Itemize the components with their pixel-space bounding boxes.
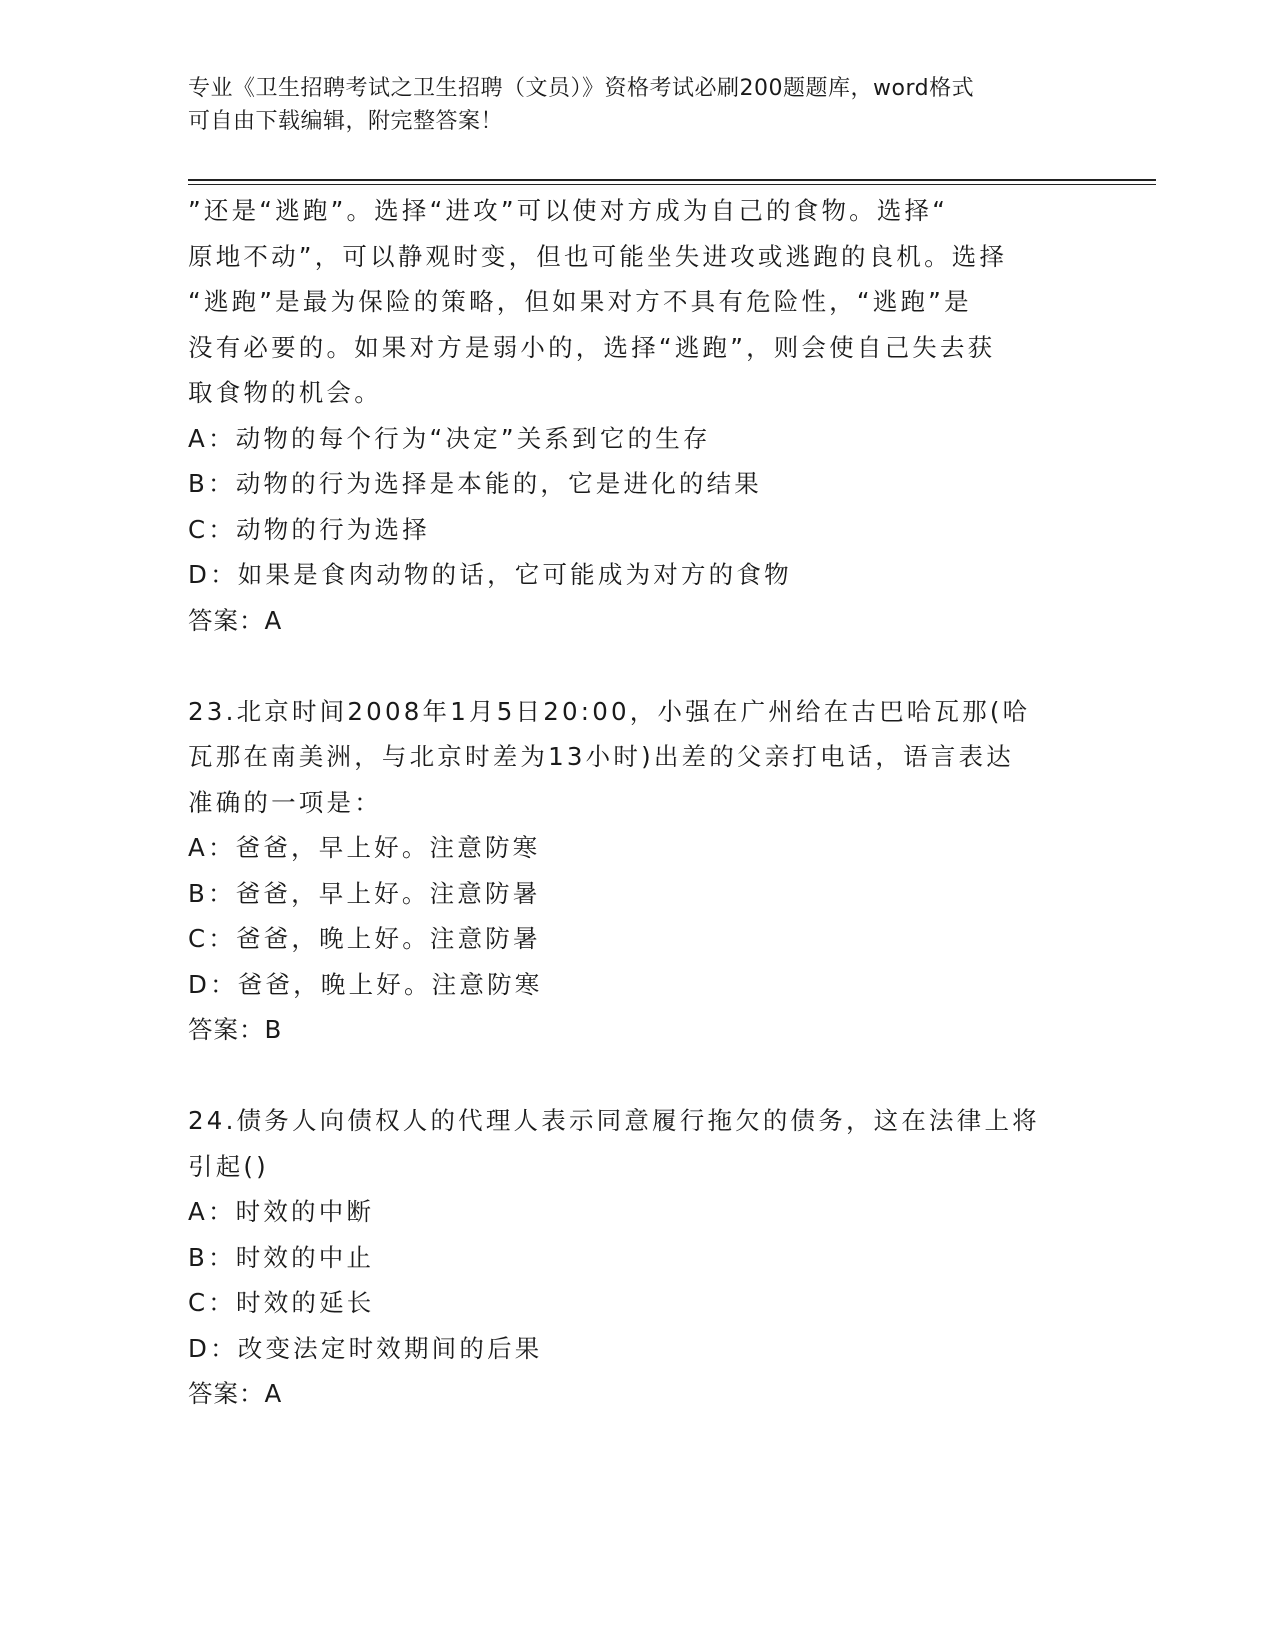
option-d: D：改变法定时效期间的后果: [188, 1333, 543, 1363]
question-text-line: 24.债务人向债权人的代理人表示同意履行拖欠的债务，这在法律上将: [188, 1106, 1040, 1135]
header-divider-thin: [188, 184, 1156, 185]
option-d: D：爸爸，晚上好。注意防寒: [188, 969, 543, 999]
question-text-line: 没有必要的。如果对方是弱小的，选择“逃跑”，则会使自己失去获: [188, 332, 996, 362]
question-text-line: 23.北京时间2008年1月5日20:00，小强在广州给在古巴哈瓦那(哈: [188, 696, 1031, 726]
question-text-line: “逃跑”是最为保险的策略，但如果对方不具有危险性，“逃跑”是: [188, 287, 972, 316]
option-a: A：爸爸，早上好。注意防寒: [188, 833, 541, 862]
option-c: C：动物的行为选择: [188, 514, 430, 544]
question-spacer: [188, 1053, 1068, 1099]
header-line-1: 专业《卫生招聘考试之卫生招聘（文员）》资格考试必刷200题题库，word格式: [188, 76, 975, 101]
question-22-continued: [188, 188, 1068, 643]
page-header: [188, 72, 1068, 138]
question-spacer: [188, 643, 1068, 689]
option-d: D：如果是食肉动物的话，它可能成为对方的食物: [188, 560, 792, 589]
header-divider-thick: [188, 179, 1156, 181]
question-text-line: 引起(): [188, 1151, 269, 1181]
option-a: A：时效的中断: [188, 1197, 375, 1226]
question-23: [188, 689, 1068, 1053]
option-b: B：爸爸，早上好。注意防暑: [188, 878, 541, 908]
question-text-line: 取食物的机会。: [188, 378, 382, 407]
option-b: B：时效的中止: [188, 1242, 375, 1272]
question-24: [188, 1098, 1068, 1417]
answer-line: 答案：A: [188, 1379, 283, 1408]
document-body: [188, 188, 1068, 1417]
option-a: A：动物的每个行为“决定”关系到它的生存: [188, 423, 711, 453]
question-text-line: 准确的一项是：: [188, 787, 382, 817]
option-b: B：动物的行为选择是本能的，它是进化的结果: [188, 469, 763, 498]
question-text-line: 原地不动”，可以静观时变，但也可能坐失进攻或逃跑的良机。选择: [188, 241, 1008, 271]
option-c: C：爸爸，晚上好。注意防暑: [188, 924, 541, 953]
option-c: C：时效的延长: [188, 1288, 375, 1317]
question-text-line: 瓦那在南美洲，与北京时差为13小时)出差的父亲打电话，语言表达: [188, 742, 1014, 771]
header-line-2: 可自由下载编辑，附完整答案！: [188, 109, 504, 134]
answer-line: 答案：A: [188, 605, 283, 635]
question-text-line: ”还是“逃跑”。选择“进攻”可以使对方成为自己的食物。选择“: [188, 196, 949, 225]
answer-line: 答案：B: [188, 1015, 283, 1044]
